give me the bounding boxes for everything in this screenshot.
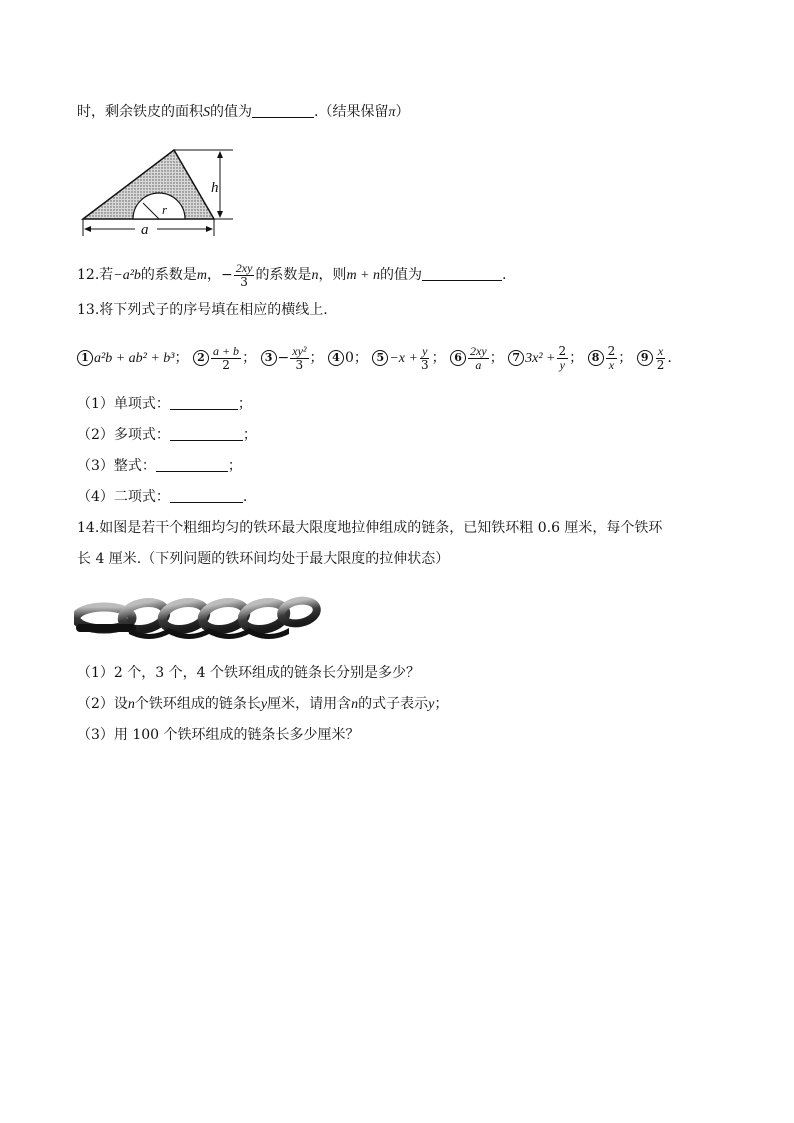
iron-chain-figure bbox=[74, 588, 324, 644]
item-number-6: 6 bbox=[450, 350, 466, 366]
q14-sub2-b: 个铁环组成的链条长 bbox=[134, 696, 261, 712]
q13-item7-den: y bbox=[559, 357, 565, 372]
q13-sep: ； bbox=[353, 350, 368, 366]
q13-part-3 bbox=[77, 456, 242, 476]
q12-text2: 的系数是 bbox=[255, 267, 312, 283]
q13-item2-frac bbox=[211, 345, 241, 372]
item-number-8: 8 bbox=[588, 350, 604, 366]
question-14-line2: 长 4 厘米.（下列问题的铁环间均处于最大限度的拉伸状态） bbox=[77, 551, 450, 567]
q13-sep: ； bbox=[431, 350, 446, 366]
q13-item6-num: 2xy bbox=[470, 343, 487, 358]
q13-expression-list bbox=[77, 340, 672, 377]
question-14-line1: 14.如图是若干个粗细均匀的铁环最大限度地拉伸组成的链条，已知铁环粗 0.6 厘米，每个铁环 bbox=[77, 520, 663, 536]
item-number-7: 7 bbox=[508, 350, 524, 366]
q14-sub-3: （3）用 100 个铁环组成的链条长多少厘米？ bbox=[77, 727, 360, 743]
item-number-2: 2 bbox=[193, 350, 209, 366]
item-number-4: 4 bbox=[328, 350, 344, 366]
q12-term1: −a²b bbox=[113, 268, 141, 283]
q13-part1-label: （1）单项式： bbox=[77, 396, 170, 412]
q11-text-a: 时，剩余铁皮的面积 bbox=[77, 104, 203, 120]
q13-part1-end: ； bbox=[237, 396, 252, 412]
q13-item9-frac bbox=[655, 345, 667, 372]
q13-sep: ； bbox=[174, 350, 189, 366]
q13-part-4 bbox=[77, 487, 247, 507]
q13-item9-num: x bbox=[657, 343, 664, 358]
q13-item1-expr: a²b + ab² + b³ bbox=[94, 351, 175, 366]
q13-part2-label: （2）多项式： bbox=[77, 427, 170, 443]
q13-sep: ； bbox=[242, 350, 257, 366]
item-number-3: 3 bbox=[261, 350, 277, 366]
q13-item5-frac bbox=[419, 345, 431, 372]
q12-text1: 的系数是 bbox=[140, 267, 197, 283]
q13-item3-num: xy² bbox=[292, 343, 307, 358]
q13-item7-frac bbox=[557, 345, 569, 372]
q14-var-y: y bbox=[260, 697, 268, 712]
var-S: S bbox=[203, 105, 210, 120]
q13-sep: ； bbox=[309, 350, 324, 366]
question-12 bbox=[77, 260, 506, 291]
q13-item9-den: 2 bbox=[656, 357, 665, 372]
answer-blank-binomial[interactable] bbox=[170, 488, 243, 503]
q13-part3-label: （3）整式： bbox=[77, 458, 156, 474]
answer-blank-monomial[interactable] bbox=[170, 395, 238, 410]
question-13-stem: 13.将下列式子的序号填在相应的横线上. bbox=[77, 302, 328, 318]
q13-item6-frac bbox=[468, 345, 489, 372]
q13-part-1 bbox=[77, 394, 252, 414]
q13-item3-sign: − bbox=[277, 350, 290, 366]
answer-blank-integral[interactable] bbox=[156, 457, 228, 472]
q14-var-n2: n bbox=[351, 697, 359, 712]
q14-var-n: n bbox=[127, 697, 135, 712]
q13-part3-end: ； bbox=[227, 458, 242, 474]
q14-sub2-e: ； bbox=[434, 696, 449, 712]
q12-frac-num: 2xy bbox=[235, 260, 253, 275]
q13-item3-frac bbox=[290, 345, 308, 372]
q12-expr: m + n bbox=[346, 268, 380, 283]
q14-sub-1: （1）2 个，3 个，4 个铁环组成的链条长分别是多少？ bbox=[77, 665, 420, 681]
q12-sep: ， bbox=[207, 267, 222, 283]
q13-item5-num: y bbox=[422, 343, 428, 358]
q13-item2-num: a + b bbox=[212, 343, 240, 358]
q13-part-2 bbox=[77, 425, 257, 445]
q14-sub2-a: （2）设 bbox=[77, 696, 128, 712]
q13-item7-num: 2 bbox=[558, 343, 567, 358]
q13-item6-den: a bbox=[475, 357, 482, 372]
q14-sub2-c: 厘米，请用含 bbox=[267, 696, 352, 712]
q14-sub-2 bbox=[77, 694, 448, 715]
q13-item8-num: 2 bbox=[607, 343, 616, 358]
q11-tail-line bbox=[77, 102, 409, 123]
label-h: h bbox=[211, 180, 219, 196]
q12-prefix: 12.若 bbox=[77, 267, 114, 283]
q12-end: . bbox=[502, 267, 507, 283]
var-pi: π bbox=[388, 105, 396, 120]
var-m: m bbox=[196, 268, 208, 283]
answer-blank-polynomial[interactable] bbox=[170, 426, 243, 441]
q13-item8-den: x bbox=[608, 357, 615, 372]
q11-text-b: 的值为 bbox=[210, 104, 252, 120]
q12-fraction bbox=[234, 262, 255, 289]
answer-blank-q11[interactable] bbox=[252, 103, 314, 118]
q12-frac-den: 3 bbox=[240, 274, 248, 289]
q13-item3-den: 3 bbox=[295, 357, 304, 372]
item-number-5: 5 bbox=[372, 350, 388, 366]
q13-part4-label: （4）二项式： bbox=[77, 489, 170, 505]
q13-item5-expr: −x + bbox=[389, 351, 418, 366]
q13-item7-expr: 3x² + bbox=[525, 351, 556, 366]
q12-text3: ，则 bbox=[318, 267, 347, 283]
q13-sep: ； bbox=[489, 350, 504, 366]
q13-part2-end: ； bbox=[242, 427, 257, 443]
q13-sep: ； bbox=[618, 350, 633, 366]
q12-minus: − bbox=[221, 267, 233, 283]
triangle-semicircle-figure bbox=[77, 140, 247, 240]
q13-sep: ； bbox=[569, 350, 584, 366]
q12-text4: 的值为 bbox=[380, 267, 422, 283]
q13-item8-frac bbox=[606, 345, 618, 372]
item-number-9: 9 bbox=[637, 350, 653, 366]
q13-item5-den: 3 bbox=[420, 357, 429, 372]
answer-blank-q12[interactable] bbox=[422, 266, 502, 281]
q13-end: . bbox=[667, 350, 672, 366]
q11-text-c: .（结果保留 bbox=[314, 104, 389, 120]
q14-var-y2: y bbox=[428, 697, 435, 712]
q13-item4-expr: 0 bbox=[344, 350, 354, 366]
item-number-1: 1 bbox=[77, 350, 93, 366]
q11-text-d: ） bbox=[395, 104, 410, 120]
q14-sub2-d: 的式子表示 bbox=[358, 696, 429, 712]
q13-item2-den: 2 bbox=[222, 357, 230, 372]
label-a: a bbox=[141, 222, 149, 238]
q13-part4-end: . bbox=[242, 489, 248, 505]
label-r: r bbox=[162, 202, 168, 217]
var-n: n bbox=[311, 268, 319, 283]
